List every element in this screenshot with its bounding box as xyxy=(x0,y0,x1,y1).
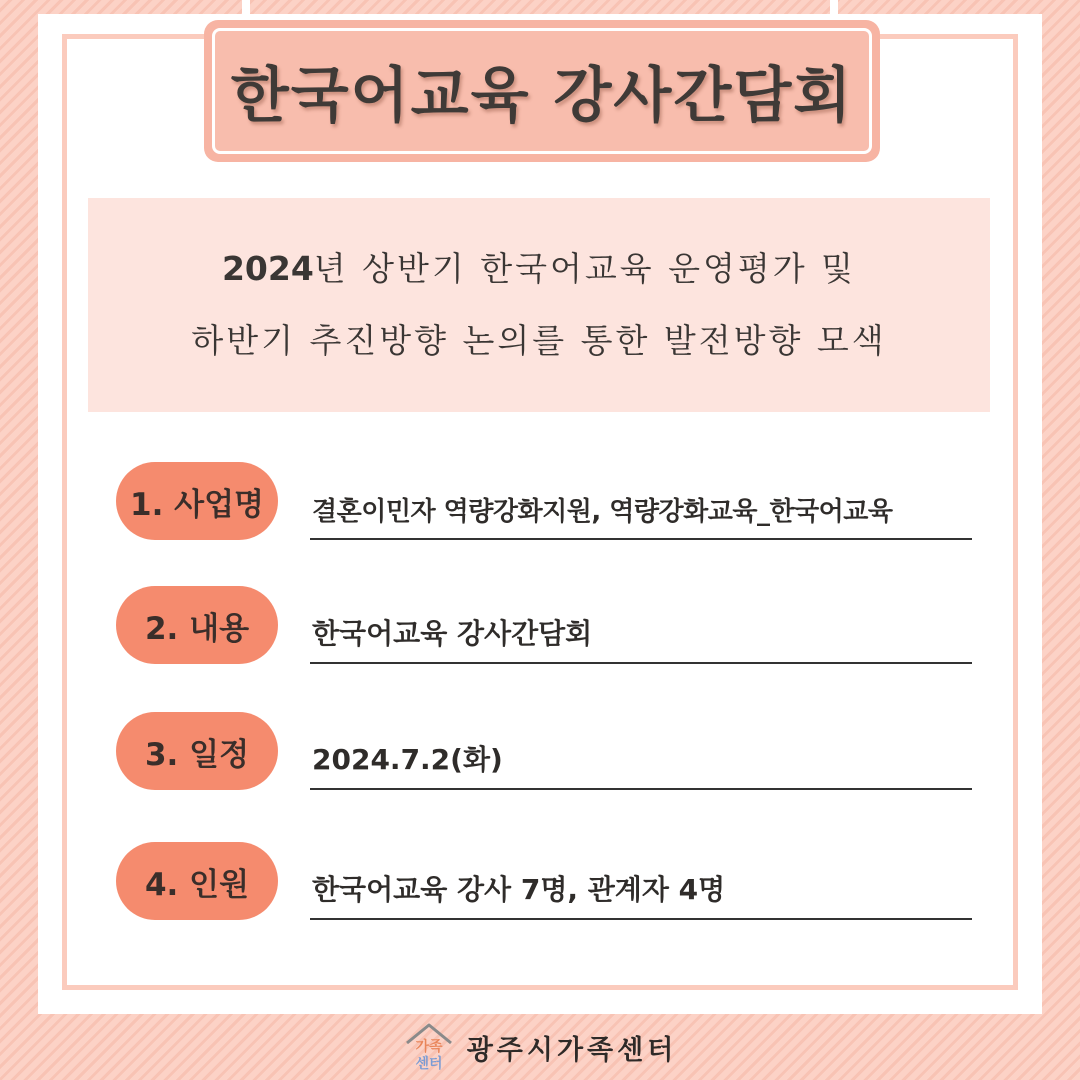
top-bar-right xyxy=(830,0,838,22)
top-bar-left xyxy=(242,0,250,22)
footer xyxy=(0,1014,1080,1080)
info-row-attendees xyxy=(116,842,972,920)
page-title: 한국어교육 강사간담회 xyxy=(230,61,854,131)
info-row-project xyxy=(116,462,972,540)
title-plate xyxy=(212,28,872,154)
logo-text-bottom: 센터 xyxy=(415,1056,443,1072)
subtitle-box xyxy=(88,198,990,412)
label-pill: 1. 사업명 xyxy=(116,462,278,540)
label-pill: 4. 인원 xyxy=(116,842,278,920)
subtitle-line-1-text: 년 상반기 한국어교육 운영평가 및 xyxy=(313,249,857,288)
logo-text-top: 가족 xyxy=(415,1039,443,1055)
info-value: 한국어교육 강사간담회 xyxy=(310,586,972,664)
info-row-content xyxy=(116,586,972,664)
title-tab xyxy=(204,20,880,162)
info-row-schedule xyxy=(116,712,972,790)
info-value: 한국어교육 강사 7명, 관계자 4명 xyxy=(310,842,972,920)
family-center-logo-icon xyxy=(403,1021,455,1073)
org-name: 광주시가족센터 xyxy=(466,1034,678,1066)
subtitle-line-2: 하반기 추진방향 논의를 통한 발전방향 모색 xyxy=(191,321,887,360)
label-pill: 3. 일정 xyxy=(116,712,278,790)
info-value: 2024.7.2(화) xyxy=(310,712,972,790)
subtitle-line-1 xyxy=(222,233,856,305)
info-value: 결혼이민자 역량강화지원, 역량강화교육_한국어교육 xyxy=(310,462,972,540)
subtitle-year: 2024 xyxy=(221,249,314,288)
label-pill: 2. 내용 xyxy=(116,586,278,664)
